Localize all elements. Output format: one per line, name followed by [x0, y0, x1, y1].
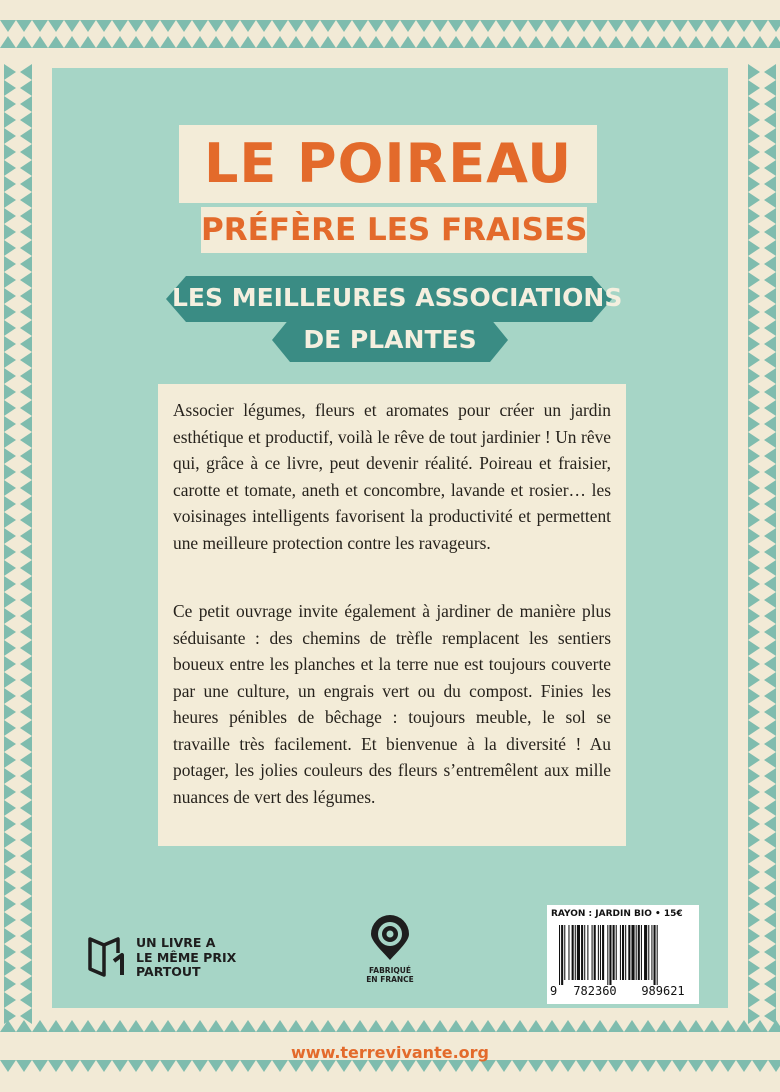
border-triangle	[748, 608, 760, 624]
border-triangle	[764, 688, 776, 704]
isbn-first-digit: 9	[550, 984, 558, 998]
border-triangle	[20, 864, 32, 880]
border-triangle	[4, 816, 16, 832]
barcode-bar	[587, 925, 588, 980]
border-triangle	[20, 448, 32, 464]
border-triangle	[764, 528, 776, 544]
border-triangle	[4, 464, 16, 480]
border-triangle	[96, 1020, 112, 1032]
border-triangle	[20, 576, 32, 592]
border-triangle	[748, 704, 760, 720]
border-triangle	[0, 1020, 16, 1032]
border-triangle	[20, 624, 32, 640]
barcode-bar	[602, 925, 604, 980]
border-triangle	[240, 1020, 256, 1032]
border-triangle	[32, 1020, 48, 1032]
border-triangle	[20, 432, 32, 448]
border-triangle	[48, 1020, 64, 1032]
border-triangle	[4, 496, 16, 512]
border-triangle	[656, 1020, 672, 1032]
border-triangle	[624, 1020, 640, 1032]
border-triangle	[764, 880, 776, 896]
border-triangle	[4, 928, 16, 944]
border-triangle	[748, 976, 760, 992]
border-triangle	[748, 576, 760, 592]
border-triangle	[764, 736, 776, 752]
border-triangle	[20, 688, 32, 704]
border-triangle	[764, 608, 776, 624]
border-triangle	[764, 896, 776, 912]
border-triangle	[748, 464, 760, 480]
livre-prix-text	[136, 936, 236, 980]
border-triangle	[20, 704, 32, 720]
border-triangle	[4, 512, 16, 528]
border-triangle	[20, 768, 32, 784]
border-triangle	[416, 1020, 432, 1032]
ribbon-line-2: DE PLANTES	[303, 325, 477, 354]
border-triangle	[4, 864, 16, 880]
border-triangle	[304, 1020, 320, 1032]
border-triangle	[448, 1020, 464, 1032]
border-triangle	[4, 768, 16, 784]
border-triangle	[176, 1020, 192, 1032]
border-triangle	[748, 1008, 760, 1024]
border-triangle	[764, 416, 776, 432]
border-triangle	[4, 688, 16, 704]
border-triangle	[720, 1020, 736, 1032]
border-triangle	[20, 528, 32, 544]
barcode-bar	[613, 925, 615, 980]
barcode-bar	[598, 925, 599, 980]
border-triangle	[748, 944, 760, 960]
border-triangle	[764, 864, 776, 880]
barcode-bar	[561, 925, 563, 985]
border-triangle	[4, 432, 16, 448]
border-triangle	[764, 576, 776, 592]
border-triangle	[748, 512, 760, 528]
border-triangle	[528, 1020, 544, 1032]
border-triangle	[748, 496, 760, 512]
border-triangle	[320, 1020, 336, 1032]
border-triangle	[4, 992, 16, 1008]
border-triangle	[764, 624, 776, 640]
livre-prix-line: PARTOUT	[136, 964, 201, 979]
barcode-bar	[607, 925, 608, 985]
border-triangle	[748, 752, 760, 768]
barcode-bar	[575, 925, 576, 980]
border-triangle	[748, 480, 760, 496]
border-triangle	[20, 544, 32, 560]
border-triangle	[4, 800, 16, 816]
border-triangle	[20, 464, 32, 480]
border-triangle	[4, 672, 16, 688]
border-triangle	[144, 1020, 160, 1032]
border-triangle	[160, 1020, 176, 1032]
border-triangle	[20, 960, 32, 976]
barcode	[547, 925, 699, 985]
border-triangle	[4, 704, 16, 720]
border-triangle	[20, 608, 32, 624]
border-triangle	[512, 1020, 528, 1032]
border-triangle	[748, 736, 760, 752]
border-triangle	[4, 720, 16, 736]
border-triangle	[748, 800, 760, 816]
border-triangle	[80, 1020, 96, 1032]
border-triangle	[4, 880, 16, 896]
border-triangle	[20, 512, 32, 528]
border-triangle	[764, 480, 776, 496]
border-triangle	[4, 976, 16, 992]
border-triangle	[764, 800, 776, 816]
border-triangle	[4, 640, 16, 656]
border-triangle	[20, 992, 32, 1008]
border-triangle	[748, 400, 760, 416]
border-triangle	[560, 1020, 576, 1032]
border-triangle	[400, 1020, 416, 1032]
border-triangle	[608, 1020, 624, 1032]
border-triangle	[544, 1020, 560, 1032]
border-triangle	[4, 624, 16, 640]
barcode-bar	[616, 925, 617, 980]
fabrique-line: FABRIQUÉ	[369, 966, 411, 975]
border-triangle	[20, 592, 32, 608]
barcode-bar	[559, 925, 560, 985]
border-triangle	[748, 960, 760, 976]
border-triangle	[764, 928, 776, 944]
border-triangle	[672, 1020, 688, 1032]
border-triangle	[20, 480, 32, 496]
border-triangle	[384, 1020, 400, 1032]
border-triangle	[4, 896, 16, 912]
border-triangle	[20, 496, 32, 512]
border-triangle	[748, 912, 760, 928]
border-triangle	[20, 736, 32, 752]
border-triangle	[20, 928, 32, 944]
border-triangle	[20, 720, 32, 736]
border-triangle	[4, 608, 16, 624]
livre-prix-line: LE MÊME PRIX	[136, 949, 237, 965]
border-triangle	[20, 640, 32, 656]
border-triangle	[764, 560, 776, 576]
border-triangle	[128, 1020, 144, 1032]
border-triangle	[764, 464, 776, 480]
border-triangle	[20, 672, 32, 688]
border-triangle	[764, 944, 776, 960]
fabrique-line: EN FRANCE	[366, 975, 414, 984]
border-triangle	[748, 848, 760, 864]
border-triangle	[764, 496, 776, 512]
barcode-bar	[620, 925, 621, 980]
border-triangle	[20, 656, 32, 672]
fabrique-en-france-text	[350, 966, 430, 984]
border-triangle	[4, 576, 16, 592]
border-triangle	[4, 448, 16, 464]
border-triangle	[4, 480, 16, 496]
barcode-bar	[600, 925, 601, 980]
border-triangle	[4, 592, 16, 608]
barcode-bar	[592, 925, 593, 980]
border-triangle	[748, 816, 760, 832]
border-triangle	[4, 400, 16, 416]
border-triangle	[272, 1020, 288, 1032]
isbn-group-left: 782360	[573, 984, 617, 998]
border-triangle	[764, 912, 776, 928]
border-triangle	[20, 880, 32, 896]
border-triangle	[748, 896, 760, 912]
border-triangle	[748, 832, 760, 848]
border-triangle	[764, 768, 776, 784]
border-triangle	[480, 1020, 496, 1032]
border-triangle	[748, 448, 760, 464]
barcode-bar	[622, 925, 624, 980]
barcode-bar	[657, 925, 658, 985]
isbn-group-right: 989621	[641, 984, 685, 998]
border-triangle	[748, 784, 760, 800]
barcode-bar	[581, 925, 583, 980]
border-triangle	[764, 720, 776, 736]
border-triangle	[752, 1020, 768, 1032]
border-triangle	[748, 672, 760, 688]
border-triangle	[20, 560, 32, 576]
border-triangle	[4, 944, 16, 960]
border-triangle	[4, 656, 16, 672]
border-triangle	[764, 992, 776, 1008]
border-triangle	[496, 1020, 512, 1032]
barcode-bar	[638, 925, 640, 980]
border-triangle	[748, 720, 760, 736]
barcode-bar	[636, 925, 637, 980]
barcode-bar	[648, 925, 649, 980]
barcode-bar	[654, 925, 656, 985]
border-triangle	[748, 688, 760, 704]
border-triangle	[208, 1020, 224, 1032]
border-triangle	[20, 752, 32, 768]
location-pin-icon	[365, 914, 415, 964]
border-triangle	[20, 784, 32, 800]
border-triangle	[748, 432, 760, 448]
border-triangle	[20, 816, 32, 832]
border-triangle	[576, 1020, 592, 1032]
border-triangle	[112, 1020, 128, 1032]
rayon-price-text: RAYON : JARDIN BIO • 15€	[551, 909, 683, 919]
border-triangle	[20, 944, 32, 960]
border-triangle	[4, 784, 16, 800]
border-triangle	[20, 848, 32, 864]
book-subtitle: PRÉFÈRE LES FRAISES	[201, 207, 587, 253]
border-triangle	[764, 1008, 776, 1024]
border-triangle	[20, 896, 32, 912]
border-triangle	[4, 560, 16, 576]
barcode-bar	[644, 925, 647, 980]
border-triangle	[764, 656, 776, 672]
border-triangle	[20, 912, 32, 928]
border-triangle	[4, 736, 16, 752]
border-triangle	[748, 416, 760, 432]
border-triangle	[764, 640, 776, 656]
border-triangle	[4, 544, 16, 560]
barcode-bar	[609, 925, 611, 985]
description-paragraph-2: Ce petit ouvrage invite également à jardiner de manière plus séduisante : des chemins de trèfle remplacent les sentiers boueux entre les planches et la terre nue est toujours couverte par une culture, un engrais vert ou du compost. Finies les heures pénibles de bêchage : toujours meuble, le sol se travaille très facilement. Et bienvenue à la diversité ! Au potager, les jolies couleurs des fleurs s’entremêlent aux mille nuances de vert des légumes.	[173, 601, 611, 807]
border-triangle	[764, 960, 776, 976]
border-triangle	[640, 1020, 656, 1032]
border-triangle	[4, 912, 16, 928]
border-triangle	[748, 880, 760, 896]
border-triangle	[748, 864, 760, 880]
border-triangle	[20, 1008, 32, 1024]
border-triangle	[352, 1020, 368, 1032]
border-triangle	[748, 928, 760, 944]
border-triangle	[4, 832, 16, 848]
barcode-bar	[577, 925, 580, 980]
border-triangle	[748, 544, 760, 560]
border-triangle	[748, 624, 760, 640]
ribbon-line-1: LES MEILLEURES ASSOCIATIONS	[172, 283, 623, 312]
border-triangle	[748, 592, 760, 608]
website-link[interactable]: www.terrevivante.org	[291, 1043, 489, 1062]
barcode-bar	[641, 925, 642, 980]
border-triangle	[764, 752, 776, 768]
border-triangle	[4, 848, 16, 864]
border-triangle	[20, 976, 32, 992]
border-triangle	[432, 1020, 448, 1032]
barcode-bar	[572, 925, 574, 980]
border-triangle	[764, 832, 776, 848]
border-triangle	[4, 528, 16, 544]
border-triangle	[336, 1020, 352, 1032]
barcode-bar	[568, 925, 569, 980]
border-triangle	[20, 832, 32, 848]
border-triangle	[748, 640, 760, 656]
border-triangle	[764, 592, 776, 608]
border-triangle	[368, 1020, 384, 1032]
border-triangle	[764, 848, 776, 864]
border-triangle	[20, 400, 32, 416]
description-paragraph-1: Associer légumes, fleurs et aromates pour créer un jardin esthétique et productif, voilà le rêve de tout jardinier ! Un rêve qui, grâce à ce livre, peut devenir réalité. Poireau et fraisier, carotte et tomate, aneth et concombre, lavande et rosier… les voisinages intelligents favorisent la productivité et permettent une meilleure protection contre les ravageurs.	[173, 400, 611, 553]
border-triangle	[704, 1020, 720, 1032]
barcode-bar	[625, 925, 626, 980]
border-triangle	[764, 400, 776, 416]
border-triangle	[764, 432, 776, 448]
border-triangle	[748, 992, 760, 1008]
border-triangle	[20, 416, 32, 432]
border-triangle	[4, 752, 16, 768]
border-triangle	[688, 1020, 704, 1032]
border-triangle	[592, 1020, 608, 1032]
border-triangle	[192, 1020, 208, 1032]
barcode-bar	[628, 925, 630, 980]
barcode-bar	[651, 925, 652, 980]
border-triangle	[748, 656, 760, 672]
border-triangle	[764, 784, 776, 800]
border-triangle	[464, 1020, 480, 1032]
barcode-bar	[594, 925, 596, 980]
barcode-bar	[631, 925, 634, 980]
border-triangle	[64, 1020, 80, 1032]
border-triangle	[748, 768, 760, 784]
border-triangle	[224, 1020, 240, 1032]
barcode-bar	[564, 925, 565, 980]
border-triangle	[764, 672, 776, 688]
border-triangle	[256, 1020, 272, 1032]
border-triangle	[764, 544, 776, 560]
border-triangle	[4, 960, 16, 976]
border-triangle	[748, 528, 760, 544]
border-triangle	[764, 816, 776, 832]
border-triangle	[4, 416, 16, 432]
barcode-bar	[584, 925, 585, 980]
livre-prix-logo-icon	[88, 935, 130, 977]
border-triangle	[20, 800, 32, 816]
border-triangle	[764, 512, 776, 528]
livre-prix-line: UN LIVRE A	[136, 935, 216, 950]
barcode-label	[547, 905, 699, 1004]
border-triangle	[764, 976, 776, 992]
description-box	[158, 384, 626, 846]
border-triangle	[4, 1008, 16, 1024]
border-triangle	[764, 704, 776, 720]
book-title: LE POIREAU	[179, 125, 597, 203]
border-triangle	[748, 560, 760, 576]
border-triangle	[288, 1020, 304, 1032]
border-triangle	[764, 448, 776, 464]
